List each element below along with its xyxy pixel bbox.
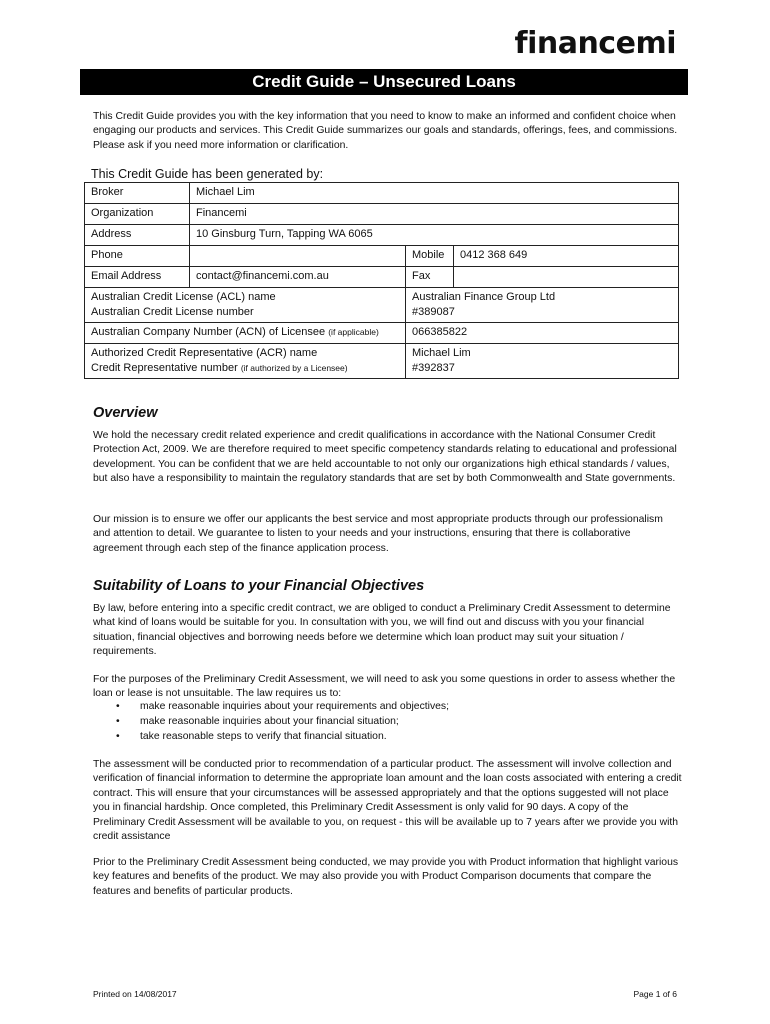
suitability-paragraph-1: By law, before entering into a specific credit contract, we are obliged to conduct a Preliminary Credit Assessment to determine what kind of loans would be suitable for you. In consultation with you, we will find out and discuss with you your financial situation, financial objectives and borrowing needs before we determine which loan product may suit your situation / requirements. bbox=[93, 603, 671, 658]
acr-note: (if authorized by a Licensee) bbox=[240, 363, 348, 373]
logo-text-accent: mi bbox=[635, 26, 676, 61]
phone-label: Phone bbox=[85, 246, 190, 267]
acn-note: (if applicable) bbox=[328, 327, 379, 337]
table-row bbox=[85, 267, 679, 288]
fax-value bbox=[454, 267, 679, 288]
fax-label: Fax bbox=[406, 267, 454, 288]
overview-paragraph-2: Our mission is to ensure we offer our applicants the best service and most appropriate products through our professionalism and attention to detail. We guarantee to listen to your needs and your instructions, ensuring that there is collaborative agreement through each step of the finance application process. bbox=[93, 514, 663, 554]
acr-number-value: #392837 bbox=[412, 362, 455, 374]
acr-number-label-line bbox=[91, 361, 399, 376]
acn-label-cell bbox=[85, 323, 406, 344]
acl-name-label: Australian Credit License (ACL) name bbox=[91, 291, 276, 303]
email-label: Email Address bbox=[85, 267, 190, 288]
acl-name-value: Australian Finance Group Ltd bbox=[412, 291, 556, 303]
list-item: • take reasonable steps to verify that financial situation. bbox=[110, 729, 449, 744]
broker-label: Broker bbox=[85, 183, 190, 204]
phone-value bbox=[190, 246, 406, 267]
broker-info-table bbox=[84, 182, 679, 379]
list-item: • make reasonable inquiries about your financial situation; bbox=[110, 714, 449, 729]
requirements-list bbox=[110, 699, 449, 744]
acl-value-cell bbox=[406, 288, 679, 323]
acr-name-label: Authorized Credit Representative (ACR) name bbox=[91, 347, 318, 359]
document-title: Credit Guide – Unsecured Loans bbox=[80, 69, 688, 95]
table-row bbox=[85, 204, 679, 225]
acn-label: Australian Company Number (ACN) of Licensee bbox=[91, 326, 326, 338]
suitability-heading: Suitability of Loans to your Financial Objectives bbox=[93, 578, 425, 594]
generated-by-label: This Credit Guide has been generated by: bbox=[91, 167, 324, 181]
suitability-paragraph-2: For the purposes of the Preliminary Credit Assessment, we will need to ask you some questions in order to assess whether the loan or lease is not unsuitable. The law requires us to: bbox=[93, 674, 676, 700]
table-row bbox=[85, 288, 679, 323]
printed-date: Printed on 14/08/2017 bbox=[93, 989, 177, 999]
mobile-label: Mobile bbox=[406, 246, 454, 267]
suitability-paragraph-4: Prior to the Preliminary Credit Assessment being conducted, we may provide you with Product information that highlight various key features and benefits of the product. We may also provide you with Product Comparison documents that compare the features and benefits of particular products. bbox=[93, 857, 679, 897]
table-row bbox=[85, 323, 679, 344]
email-value: contact@financemi.com.au bbox=[190, 267, 406, 288]
address-value: 10 Ginsburg Turn, Tapping WA 6065 bbox=[190, 225, 679, 246]
table-row bbox=[85, 344, 679, 379]
logo-text: finance bbox=[514, 26, 636, 61]
organization-label: Organization bbox=[85, 204, 190, 225]
page-number: Page 1 of 6 bbox=[633, 989, 677, 999]
organization-value: Financemi bbox=[190, 204, 679, 225]
list-item: • make reasonable inquiries about your requirements and objectives; bbox=[110, 699, 449, 714]
acr-value-cell bbox=[406, 344, 679, 379]
acr-number-label: Credit Representative number bbox=[91, 362, 238, 374]
overview-heading: Overview bbox=[93, 405, 158, 421]
overview-paragraph-1: We hold the necessary credit related experience and credit qualifications in accordance with the National Consumer Credit Protection Act, 2009. We are therefore required to meet specific competency standards relating to educational and professional development. You can be confident that we are held accountable to not only our organizations high ethical standards / values, but also have a responsibility to maintain the regulatory standards that are set by both Commonwealth and State governments. bbox=[93, 430, 677, 485]
acn-value: 066385822 bbox=[406, 323, 679, 344]
address-label: Address bbox=[85, 225, 190, 246]
financemi-logo bbox=[515, 26, 676, 62]
acr-label-cell bbox=[85, 344, 406, 379]
acl-number-value: #389087 bbox=[412, 306, 455, 318]
acr-name-value: Michael Lim bbox=[412, 347, 471, 359]
acl-label-cell bbox=[85, 288, 406, 323]
table-row bbox=[85, 246, 679, 267]
mobile-value: 0412 368 649 bbox=[454, 246, 679, 267]
acl-number-label: Australian Credit License number bbox=[91, 306, 254, 318]
table-row bbox=[85, 225, 679, 246]
suitability-paragraph-3: The assessment will be conducted prior to recommendation of a particular product. The assessment will involve collection and verification of financial information to determine the appropriate loan amount and the loan costs associated with entering a credit contract. This will ensure that your circumstances will be assessed appropriately and that the options suggested will not place you in financial hardship. Once completed, this Preliminary Credit Assessment is only valid for 90 days. A copy of the Preliminary Credit Assessment will be available to you, on request - this will be available up to 7 years after we provide you with credit assistance bbox=[93, 759, 682, 843]
table-row bbox=[85, 183, 679, 204]
broker-value: Michael Lim bbox=[190, 183, 679, 204]
intro-paragraph: This Credit Guide provides you with the key information that you need to know to make an informed and confident choice when engaging our products and services. This Credit Guide summarizes our goals and standards, offerings, fees, and commissions. Please ask if you need more information or clarification. bbox=[93, 111, 678, 151]
